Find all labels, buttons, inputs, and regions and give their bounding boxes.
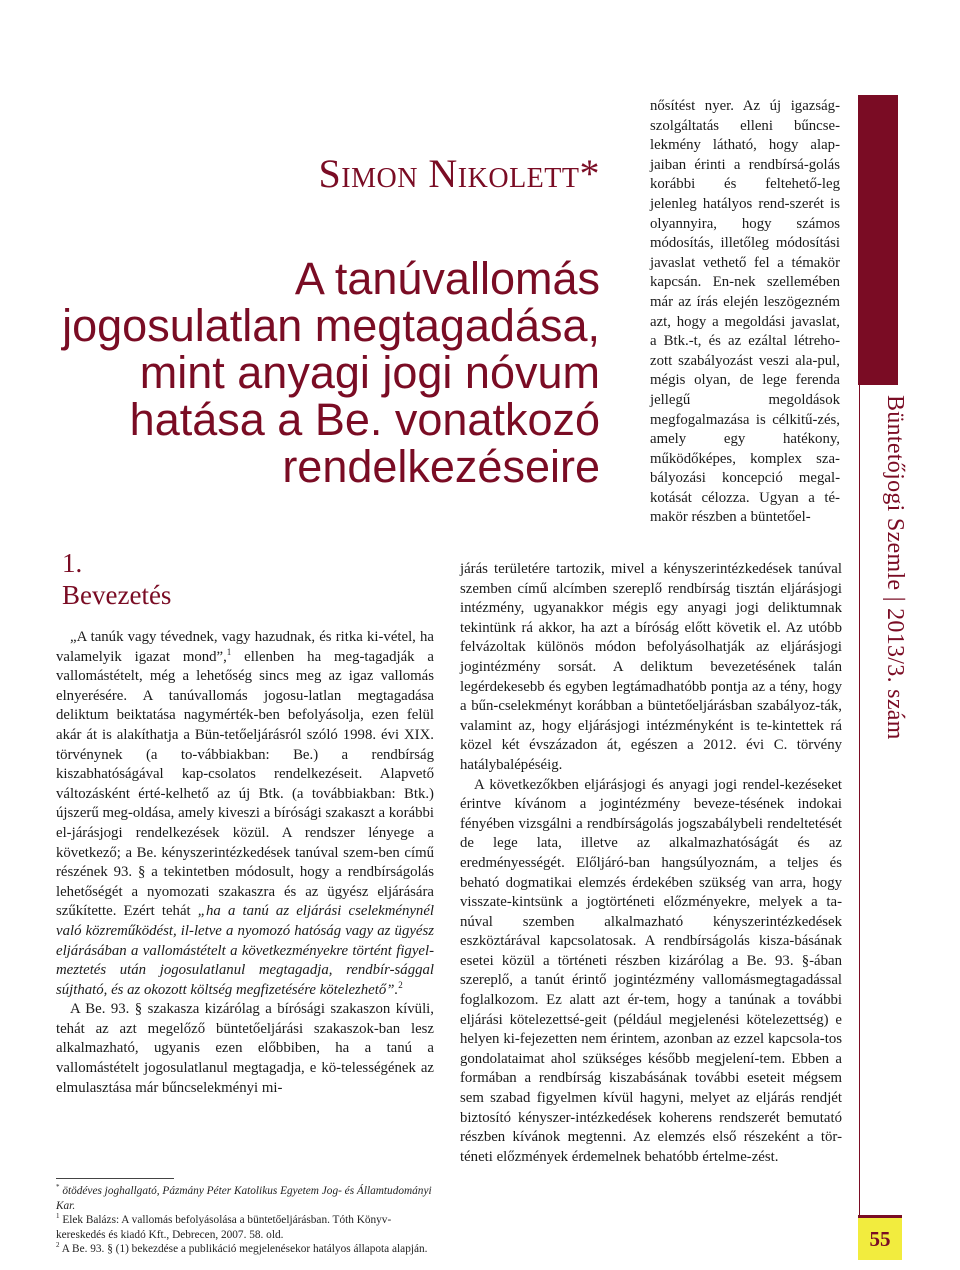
footnotes [56,1184,434,1257]
title-line: A tanúvallomás [294,253,600,304]
title-line: mint anyagi jogi nóvum [139,347,600,398]
paragraph: A következőkben eljárásjogi és anyagi jogi rendel-kezéseket érintve kívánom a jogintézmény beveze-tésének indokai fényében vizsgálni a rendbírságolás jogszabálybeli rendeltetését de lege lata, illetve az alkalmazhatóságát és az eredményességét. Előljáró-ban hangsúlyoznám, a teljes és beható dogmatikai elemzés érdekében szükség van arra, hogy visszate-kintsünk a jogtörténeti előzményekre, melyek a ta-núval szemben alkalmazható kényszerintézkedések eszköztárával kapcsolatosak. A rendbírságolás kisza-básának esetei közül a történeti részben kizárólag a Be. 93. §-ában szereplő, a tanút érintő jogintézmény vallomásmegtagadással foglalkozom. Ez alatt azt ér-tem, hogy a tanúnak a további eljárási kötelezettsé-geit (például megjelenési kötelezettség) e helyen ki-fejezetten nem érintem, azonban az ezzel kapcsola-tos gondolataimat ahol szükséges később megjelení-tem. Ebben a formában a rendbírság kiszabásának további eseteit mégsem sem szabad figyelmen kívül hagyni, melyet az eljárás rendjét biztosító kényszer-intézkedések koherens rendszerét bemutató részben kívánok megtenni. Az elemzés első részeként a tör-téneti előzmények érdemelnek behatóbb értelme-zést. [460,776,842,1165]
magazine-divider-line [859,95,860,1215]
masthead-separator: | [882,596,908,602]
page-number: 55 [858,1215,902,1260]
footnote-divider [56,1178,174,1179]
footnote-ref: 1 [226,646,232,657]
section-number: 1. [62,548,83,578]
footnote [56,1184,434,1213]
footnote-mark: * [56,1183,60,1192]
paragraph: járás területére tartozik, mivel a kényszerintézkedések tanúval szemben című alcímben szereplő rendbírság tisztán eljárásjogi intézmény, ugyanakkor mégis egy anyagi jogi deliktumnak tekintünk rá akkor, ha azt a bíróság előtt követik el. Az utóbb felvázoltak különös módon befolyásolhatják az eljárásjogi jogintézmény sorsát. A deliktum bevezetésének talán legérdekesebb és egyben legtámadhatóbb pontja az a tény, hogy a bűn-cselekményt korábban a büntetőeljárásban szabályoz-ták, valamint az, hogy eljárásjogi intézményként is te-kintettek rá közel két évszázadon át, egészen a 2012. évi C. törvény hatálybalépéséig. [460,561,842,773]
title-line: jogosulatlan megtagadása, [62,300,600,351]
footnote-text: Elek Balázs: A vallomás befolyásolása a büntetőeljárásban. Tóth Könyv-kereskedés és kiadó Kft., Debrecen, 2007. 58. old. [56,1214,392,1241]
footnote-mark: 2 [56,1241,60,1250]
paragraph-text: ellenben ha meg-tagadják a vallomástételt, még a lehetőség sincs meg az igaz vallomás elnyerésére. A tanúvallomás jogosu-latlan megtagadása deliktum beiktatása nagymérték-ben befolyásolja, ezen felül akár át is alakíthatja a Bün-tetőeljárásról szóló 1998. évi XIX. törvénynek (a to-vábbiakban: Be.) a rendbírság kiszabhatóságával kap-csolatos rendelkezéseit. Alapvető változásként érté-kelhető az új Btk. (a továbbiakban: Btk.) újszerű meg-oldása, amely kiveszi a bírósági szakaszt a korábbi el-járásjogi rendelkezések közül. A rendszer lényege a következő; a Be. kényszerintézkedések tanúval szem-ben című részének 93. § a tekintetben módosult, hogy a rendbírságolás lehetőségét a nyomozati szakaszra és az ügyész eljárására szűkítette. Ezért tehát [56,648,434,920]
right-top-column: nősítést nyer. Az új igazság-szolgáltatás elleni bűncse-lekmény látható, hogy alap-jaiban érinti a rendbírsá-golás korábbi és feltehető-leg jelenleg hatályos rend-szerét is olyannyira, hogy számos módosítás, illetőleg módosítási javaslat vethető fel a témakör kapcsán. En-nek szellemében már az írás elején leszögezném azt, hogy a megoldási javaslat, a Btk.-t, és az ezáltal létreho-zott szabályozást veszi ala-pul, mégis olyan, de lege ferenda jellegű megoldások megfogalmazása is célkitű-zés, amely egy hatékony, működőképes, komplex sza-bályozási koncepció megal-kotását célozza. Ugyan a té-makör részben a büntetőel- [650,98,840,526]
left-column [56,628,434,1098]
footnote-ref: 2 [398,979,403,990]
magazine-accent-bar [858,95,898,385]
footnote [56,1242,434,1257]
magazine-issue: 2013/3. szám [882,608,908,740]
paragraph: A Be. 93. § szakasza kizárólag a bírósági szakaszon kívüli, tehát az azt megelőző büntetőeljárási szakaszok-ban lesz alkalmazható, ugyanis ezen előbbiben, ha a tanú a vallomástételt jogosulatlanul megtagadja, e kö-telességének az elmulasztása már bűncselekményi mi- [56,1001,434,1096]
paragraph [56,628,434,1000]
footnote-text: ötödéves joghallgató, Pázmány Péter Katolikus Egyetem Jog- és Államtudományi Kar. [56,1185,432,1212]
magazine-masthead [872,395,908,740]
magazine-name: Büntetőjogi Szemle [882,395,908,591]
paragraph-text: „A tanúk vagy tévednek, vagy hazudnak, és ritka ki-vétel, ha valamelyik igazat mond”, [56,629,434,665]
footnote-mark: 1 [56,1212,60,1221]
footnote [56,1213,434,1242]
title-line: hatása a Be. vonatkozó [129,394,600,445]
section-title: Bevezetés [62,580,172,610]
right-main-column [460,560,842,1167]
article-title [60,255,600,490]
footnote-text: A Be. 93. § (1) bekezdése a publikáció megjelenésekor hatályos állapota alapján. [61,1243,428,1255]
quoted-statute: „ha a tanú az eljárási cselekménynél való közreműködést, il-letve a nyomozó hatóság vagy az ügyész eljárásában a vallomástételt a következményekre történt figyel-meztetés után jogosulatlanul megtagadja, rendbír-sággal sújtható, és az okozott költség megfizetésére kötelezhető”. [56,903,434,998]
title-line: rendelkezéseire [282,441,600,492]
article-author: Simon Nikolett* [318,151,600,196]
